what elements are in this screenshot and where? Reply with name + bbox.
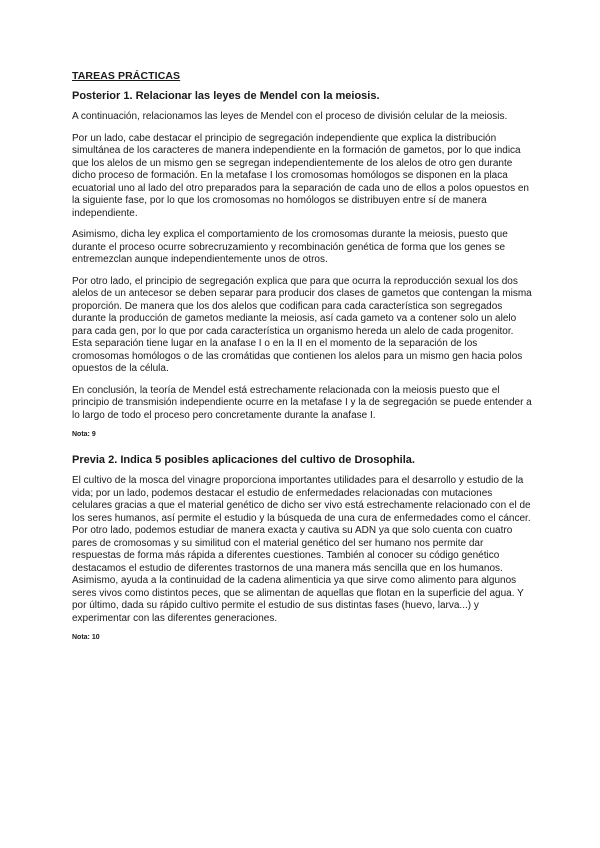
section-1-paragraph: Por un lado, cabe destacar el principio de segregación independiente que explica la distribución simultánea de los caracteres de manera independiente en la formación de gametos, por lo que indica que los alelos de un mismo gen se segregan independientemente de los alelos de otro gen durante dicho proceso de formación. En la metafase I los cromosomas homólogos se disponen en la placa ecuatorial uno al lado del otro preparados para la separación de cada uno de ellos a polos opuestos en la siguiente fase, por lo que los cromosomas no homólogos se distribuyen entre sí de manera independiente.: [72, 132, 529, 219]
section-1-paragraph: En conclusión, la teoría de Mendel está estrechamente relacionada con la meiosis puesto que el principio de transmisión independiente ocurre en la metafase I y la de segregación se puede entender a lo largo de todo el proceso pero concretamente durante la anafase I.: [72, 384, 532, 421]
section-1-paragraph: A continuación, relacionamos las leyes de Mendel con el proceso de división celular de la meiosis.: [72, 111, 508, 122]
section-1-paragraph: Por otro lado, el principio de segregación explica que para que ocurra la reproducción sexual los dos alelos de un antecesor se deben separar para producir dos clases de gametos que contengan la misma proporción. De manera que los dos alelos que codifican para cada característica son segregados durante la producción de gametos mediante la meiosis, así cada gameto va a contener solo un alelo para cada gen, por lo que por cada característica un organismo hereda un alelo de cada progenitor. Esta separación tiene lugar en la anafase I o en la II en el momento de la separación de los cromosomas homólogos o de las cromátidas que contienen los alelos para un mismo gen hacia polos opuestos de la célula.: [72, 275, 532, 374]
section-1-grade: Nota: 9: [72, 431, 96, 438]
section-2-heading: Previa 2. Indica 5 posibles aplicaciones del cultivo de Drosophila.: [72, 454, 415, 466]
section-2-grade: Nota: 10: [72, 634, 100, 641]
section-1-paragraph: Asimismo, dicha ley explica el comportamiento de los cromosomas durante la meiosis, puesto que durante el proceso ocurre sobrecruzamiento y recombinación genética de forma que los genes se entremezclan aunque independientemente unos de otros.: [72, 229, 508, 265]
section-2-paragraph: Asimismo, ayuda a la continuidad de la cadena alimenticia ya que sirve como alimento para algunos seres vivos como distintos peces, que se alimentan de aquellas que flotan en la superficie del agua. Y por último, dada su rápido cultivo permite el estudio de sus distintas fases (huevo, larva...) y experimentar con las diferentes generaciones.: [72, 575, 524, 624]
document-title: TAREAS PRÁCTICAS: [72, 70, 181, 82]
section-1-heading: Posterior 1. Relacionar las leyes de Mendel con la meiosis.: [72, 90, 380, 102]
section-2-paragraph: El cultivo de la mosca del vinagre proporciona importantes utilidades para el desarrollo y estudio de la vida; por un lado, podemos destacar el estudio de enfermedades relacionadas con mutaciones celulares gracias a que el material genético de dicho ser vivo está estrechamente relacionado con el de los seres humanos, así permite el estudio y la búsqueda de una cura de enfermedades como el cáncer. Por otro lado, podemos estudiar de manera exacta y cautiva su ADN ya que solo cuenta con cuatro pares de cromosomas y su similitud con el material genético del ser humano nos permite dar respuestas de forma más rápida a diferentes cuestiones. También al conocer su código genético destacamos el estudio de diferentes trastornos de una manera más sencilla que en los humanos.: [72, 475, 531, 574]
document-body: [72, 70, 534, 657]
